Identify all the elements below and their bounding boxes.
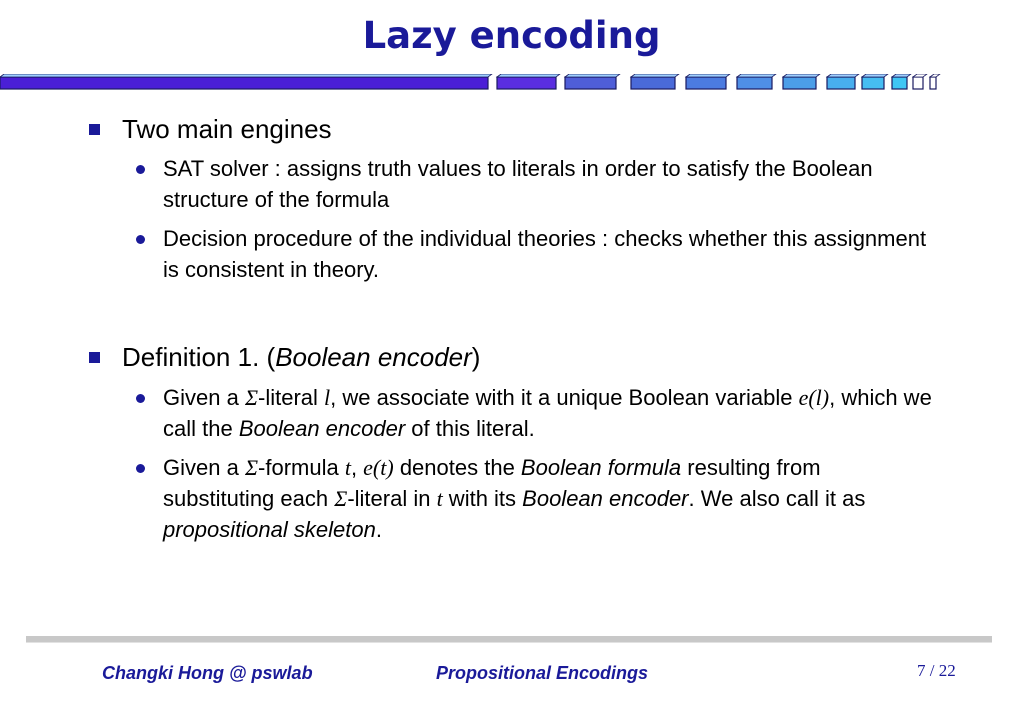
round-bullet-icon (136, 394, 145, 403)
footer-author: Changki Hong @ pswlab (102, 663, 313, 683)
bar-segment (631, 77, 675, 89)
square-bullet-icon (89, 352, 100, 363)
list-item (136, 452, 936, 545)
bar-segment-top (631, 74, 679, 77)
section-heading: Definition 1. (Boolean encoder) (122, 342, 481, 372)
bar-segment-top (892, 74, 911, 77)
list-item-text: Given a Σ-literal l, we associate with it a unique Boolean variable e(l), which we call the Boolean encoder of this literal. (163, 385, 932, 441)
bar-segment-top (497, 74, 560, 77)
bar-segment (737, 77, 772, 89)
list-item-text: SAT solver : assigns truth values to literals in order to satisfy the Boolean structure of the formula (163, 156, 873, 212)
bar-segment-top (686, 74, 730, 77)
bar-segment (0, 77, 488, 89)
bar-segment-top (737, 74, 776, 77)
bar-segment-top (827, 74, 859, 77)
square-bullet-icon (89, 124, 100, 135)
list-item-text: Decision procedure of the individual theories : checks whether this assignment is consistent in theory. (163, 226, 927, 282)
bar-segment (565, 77, 616, 89)
bar-segment-top (0, 74, 492, 77)
bar-segment (686, 77, 726, 89)
bar-segment-top (565, 74, 620, 77)
title-decoration-bar (0, 74, 1023, 94)
bar-segment-top (783, 74, 820, 77)
bar-segment (862, 77, 884, 89)
bar-segment (783, 77, 816, 89)
slide-title: Lazy encoding (362, 14, 661, 57)
bar-segment-top (930, 74, 940, 77)
round-bullet-icon (136, 235, 145, 244)
section-heading: Two main engines (122, 114, 332, 144)
list-item (136, 153, 936, 215)
round-bullet-icon (136, 165, 145, 174)
bar-segment (827, 77, 855, 89)
bar-segment (913, 77, 923, 89)
page-number: 7 / 22 (917, 661, 956, 680)
bar-segment (497, 77, 556, 89)
bar-segment (892, 77, 907, 89)
list-item (136, 223, 936, 285)
footer-divider-highlight (26, 642, 992, 643)
round-bullet-icon (136, 464, 145, 473)
bar-segment (930, 77, 936, 89)
bar-segment-top (862, 74, 888, 77)
bar-segments (0, 74, 940, 89)
list-item (136, 382, 936, 444)
bar-segment-top (913, 74, 927, 77)
footer-topic: Propositional Encodings (436, 663, 649, 683)
list-item-text: Given a Σ-formula t, e(t) denotes the Boolean formula resulting from substituting each Σ-literal in t with its Boolean encoder. We also call it as propositional skeleton. (163, 455, 866, 542)
